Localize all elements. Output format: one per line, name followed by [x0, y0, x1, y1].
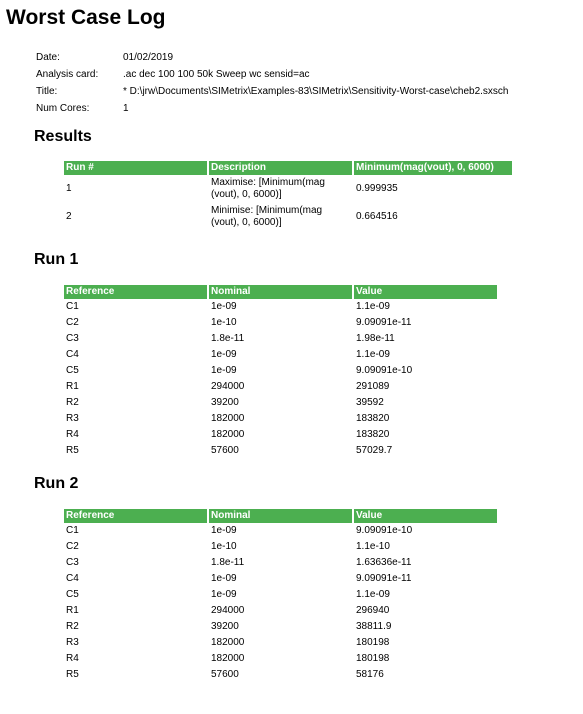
table-cell: C4 — [66, 349, 79, 360]
table-row — [64, 651, 497, 667]
meta-row-date — [36, 49, 508, 66]
table-cell: 182000 — [211, 413, 245, 424]
table-row — [64, 587, 497, 603]
table-row — [64, 667, 497, 683]
table-cell: R4 — [66, 653, 79, 664]
table-cell: C1 — [66, 525, 79, 536]
results-heading: Results — [34, 128, 92, 145]
table-row — [64, 603, 497, 619]
table-cell: C5 — [66, 365, 79, 376]
table-cell: C5 — [66, 589, 79, 600]
table-row — [64, 635, 497, 651]
table-cell: 294000 — [211, 605, 245, 616]
table-cell: Minimise: [Minimum(mag (vout), 0, 6000)] — [211, 205, 323, 228]
table-cell: R5 — [66, 445, 79, 456]
table-cell: 0.999935 — [356, 183, 398, 194]
table-row — [64, 443, 497, 459]
table-cell: 183820 — [356, 413, 390, 424]
table-cell: 1e-09 — [211, 349, 237, 360]
meta-value: .ac dec 100 100 50k Sweep wc sensid=ac — [123, 69, 310, 80]
meta-value: * D:\jrw\Documents\SIMetrix\Examples-83\SIMetrix\Sensitivity-Worst-case\cheb2.sxsch — [123, 86, 509, 97]
column-header: Nominal — [209, 285, 352, 299]
table-cell: 1e-09 — [211, 301, 237, 312]
table-cell: R3 — [66, 637, 79, 648]
table-cell: Maximise: [Minimum(mag (vout), 0, 6000)] — [211, 177, 325, 200]
table-cell: R2 — [66, 397, 79, 408]
table-cell: C2 — [66, 317, 79, 328]
meta-row-title — [36, 83, 508, 100]
run-1-table — [62, 285, 499, 459]
table-cell: 180198 — [356, 653, 390, 664]
table-cell: 9.09091e-11 — [356, 317, 412, 328]
table-cell: 38811.9 — [356, 621, 392, 632]
table-cell: 1e-09 — [211, 365, 237, 376]
run-2-table — [62, 509, 499, 683]
table-cell: 291089 — [356, 381, 390, 392]
table-cell: 1e-09 — [211, 525, 237, 536]
table-row — [64, 523, 497, 539]
table-row — [64, 203, 512, 231]
table-row — [64, 331, 497, 347]
table-row — [64, 315, 497, 331]
table-row — [64, 571, 497, 587]
table-cell: 1.1e-09 — [356, 589, 390, 600]
table-cell: R5 — [66, 669, 79, 680]
table-cell: 1e-09 — [211, 589, 237, 600]
table-cell: 1 — [66, 183, 72, 194]
meta-key: Analysis card: — [36, 69, 99, 80]
table-cell: 57029.7 — [356, 445, 393, 456]
table-cell: C4 — [66, 573, 79, 584]
table-cell: 57600 — [211, 445, 239, 456]
meta-value: 1 — [123, 103, 129, 114]
table-cell: R3 — [66, 413, 79, 424]
results-table — [62, 161, 514, 231]
table-cell: 1.1e-09 — [356, 301, 390, 312]
run-1-heading: Run 1 — [34, 251, 79, 268]
column-header: Value — [354, 285, 497, 299]
metadata-block — [36, 49, 508, 117]
table-row — [64, 363, 497, 379]
table-row — [64, 347, 497, 363]
table-cell: 182000 — [211, 653, 245, 664]
table-row — [64, 619, 497, 635]
table-cell: 9.09091e-10 — [356, 525, 413, 536]
column-header: Run # — [64, 161, 207, 175]
table-cell: C1 — [66, 301, 79, 312]
table-cell: 1e-10 — [211, 317, 237, 328]
table-cell: C3 — [66, 333, 79, 344]
table-cell: 39200 — [211, 621, 239, 632]
table-cell: 1e-10 — [211, 541, 237, 552]
table-cell: 1.63636e-11 — [356, 557, 412, 568]
table-row — [64, 539, 497, 555]
table-cell: 57600 — [211, 669, 239, 680]
table-row — [64, 299, 497, 315]
table-cell: 39592 — [356, 397, 384, 408]
table-cell: C2 — [66, 541, 79, 552]
run-2-heading: Run 2 — [34, 475, 79, 492]
table-header-row — [64, 509, 497, 523]
table-cell: 1.1e-09 — [356, 349, 390, 360]
table-header-row — [64, 161, 512, 175]
meta-row-num-cores — [36, 100, 508, 117]
table-cell: R1 — [66, 605, 79, 616]
table-cell: 183820 — [356, 429, 390, 440]
table-cell: 9.09091e-11 — [356, 573, 412, 584]
table-cell: 182000 — [211, 429, 245, 440]
table-row — [64, 555, 497, 571]
table-cell: 1.8e-11 — [211, 333, 245, 344]
table-cell: 1.1e-10 — [356, 541, 390, 552]
table-cell: 1.98e-11 — [356, 333, 395, 344]
table-cell: R2 — [66, 621, 79, 632]
table-cell: R4 — [66, 429, 79, 440]
column-header: Description — [209, 161, 352, 175]
table-row — [64, 395, 497, 411]
meta-key: Date: — [36, 52, 60, 63]
column-header: Minimum(mag(vout), 0, 6000) — [354, 161, 512, 175]
table-cell: 182000 — [211, 637, 245, 648]
table-cell: 180198 — [356, 637, 390, 648]
meta-value: 01/02/2019 — [123, 52, 174, 63]
meta-row-analysis-card — [36, 66, 508, 83]
table-row — [64, 411, 497, 427]
table-row — [64, 427, 497, 443]
meta-key: Num Cores: — [36, 103, 90, 114]
table-cell: 9.09091e-10 — [356, 365, 413, 376]
table-cell: 58176 — [356, 669, 384, 680]
table-row — [64, 175, 512, 203]
table-header-row — [64, 285, 497, 299]
column-header: Reference — [64, 285, 207, 299]
column-header: Nominal — [209, 509, 352, 523]
table-cell: 296940 — [356, 605, 390, 616]
table-cell: 39200 — [211, 397, 239, 408]
column-header: Reference — [64, 509, 207, 523]
table-cell: 294000 — [211, 381, 245, 392]
table-cell: 2 — [66, 211, 72, 222]
table-cell: R1 — [66, 381, 79, 392]
table-row — [64, 379, 497, 395]
page-title: Worst Case Log — [6, 6, 166, 29]
meta-key: Title: — [36, 86, 58, 97]
table-cell: 1e-09 — [211, 573, 237, 584]
table-cell: 1.8e-11 — [211, 557, 245, 568]
table-cell: C3 — [66, 557, 79, 568]
table-cell: 0.664516 — [356, 211, 398, 222]
column-header: Value — [354, 509, 497, 523]
